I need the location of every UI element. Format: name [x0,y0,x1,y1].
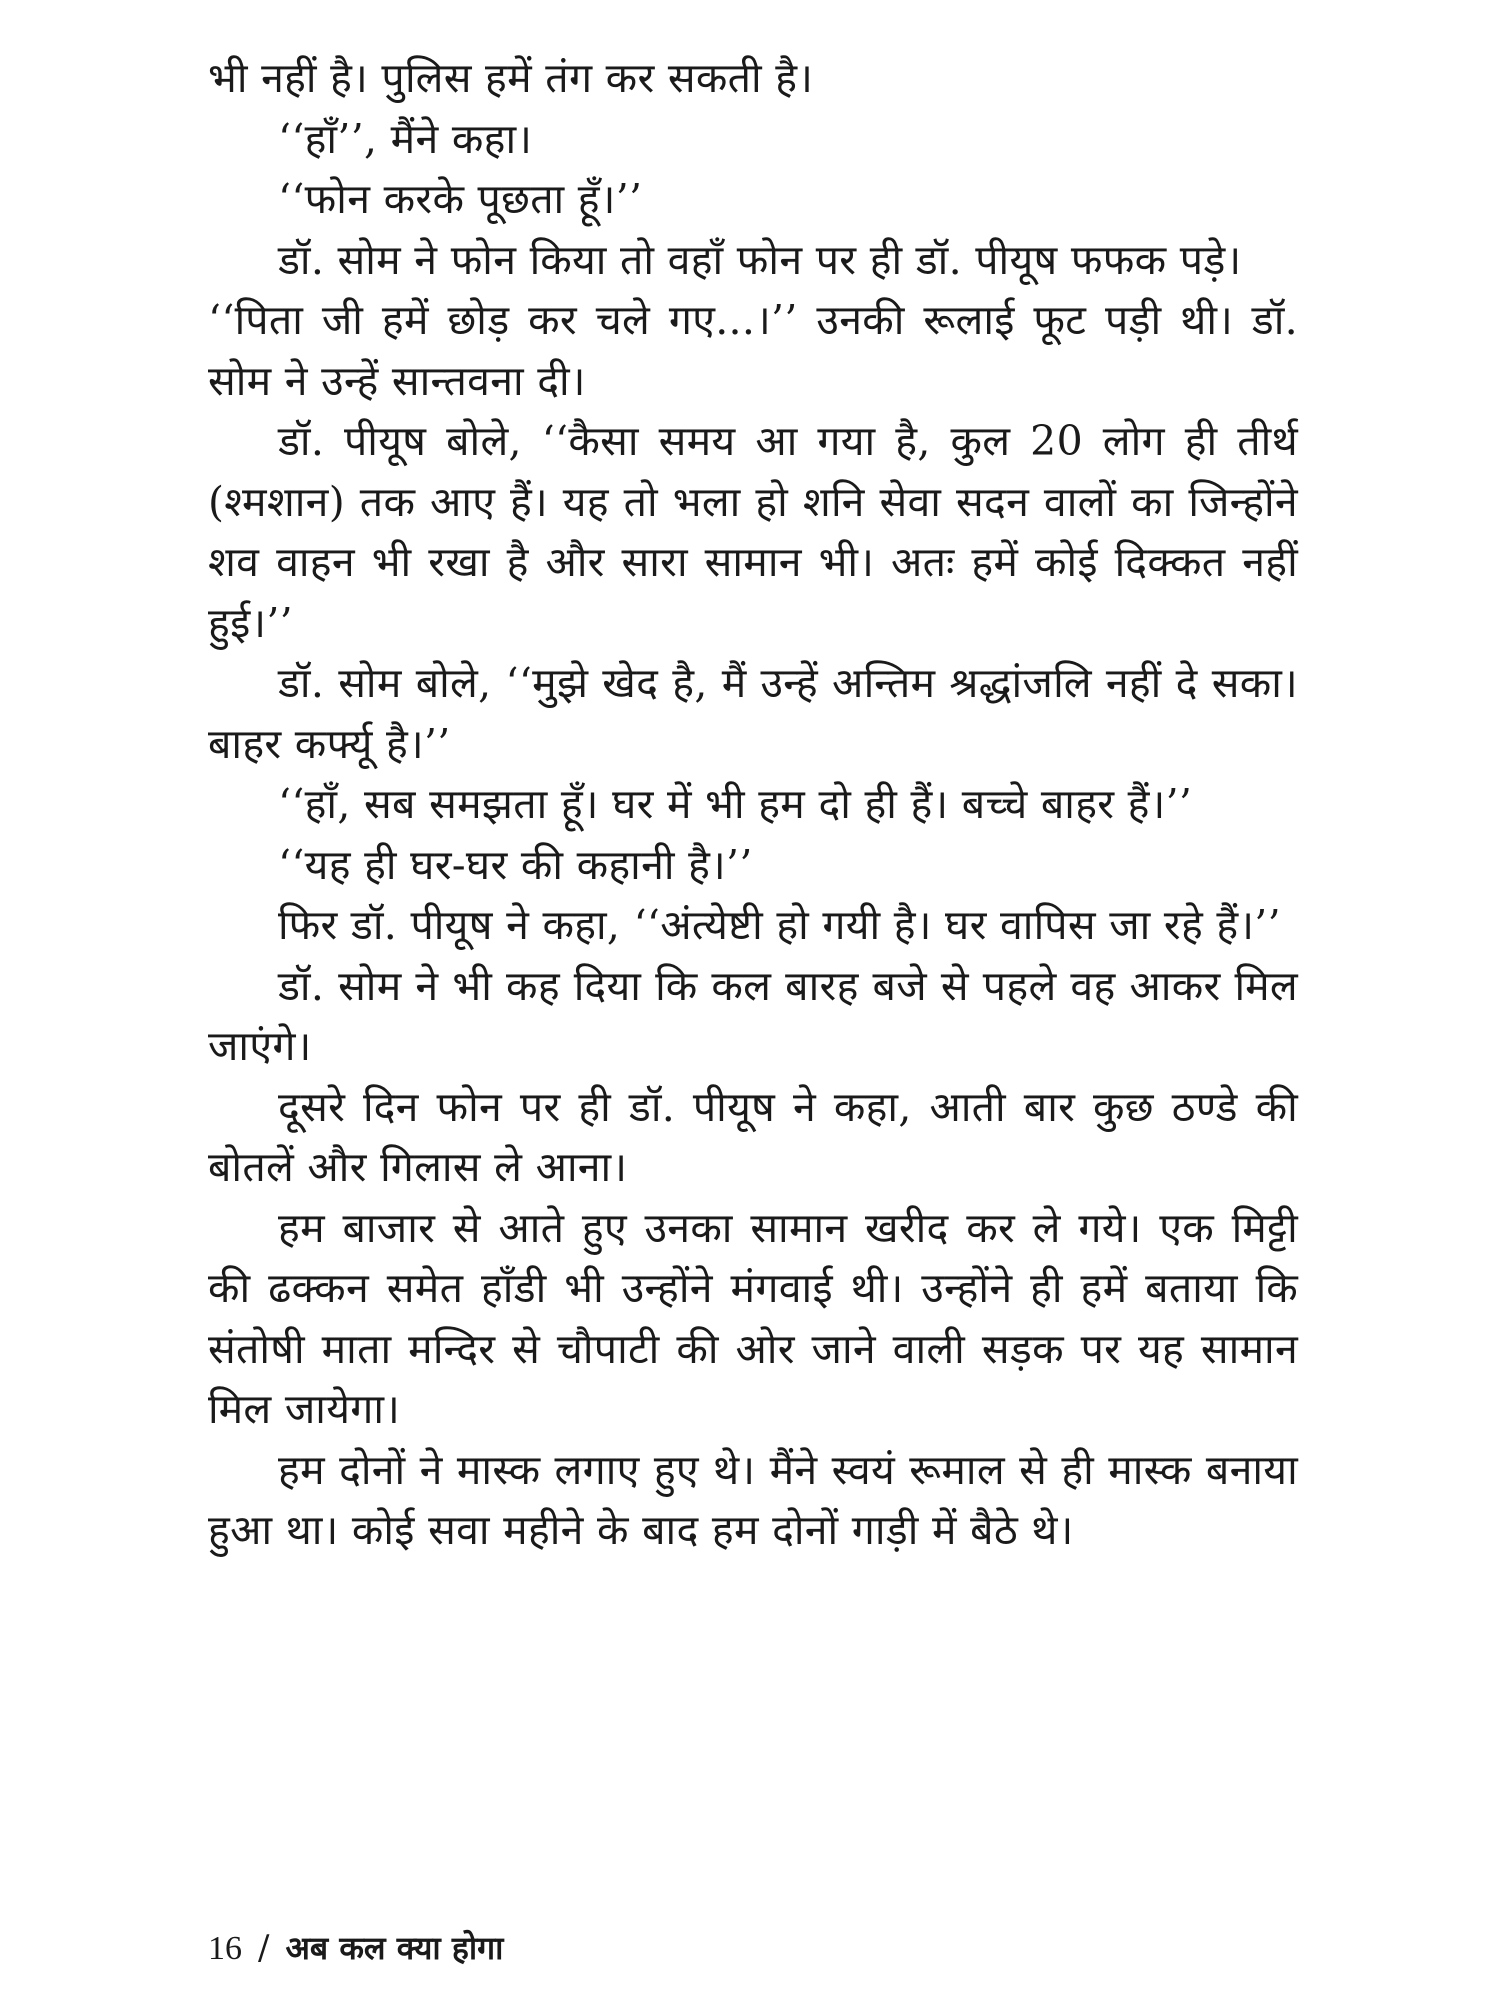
paragraph: हम बाजार से आते हुए उनका सामान खरीद कर ले गये। एक मिट्टी की ढक्कन समेत हाँडी भी उन्होंने मंगवाई थी। उन्होंने ही हमें बताया कि संतोषी माता मन्दिर से चौपाटी की ओर जाने वाली सड़क पर यह सामान मिल जायेगा। [208,1203,1298,1433]
paragraph: डॉ. पीयूष बोले, ‘‘कैसा समय आ गया है, कुल 20 लोग ही तीर्थ (श्मशान) तक आए हैं। यह तो भला हो शनि सेवा सदन वालों का जिन्होंने शव वाहन भी रखा है और सारा सामान भी। अतः हमें कोई दिक्कत नहीं हुई।’’ [208,417,1298,647]
paragraph: हम दोनों ने मास्क लगाए हुए थे। मैंने स्वयं रूमाल से ही मास्क बनाया हुआ था। कोई सवा महीने के बाद हम दोनों गाड़ी में बैठे थे। [208,1445,1298,1554]
paragraph: डॉ. सोम ने भी कह दिया कि कल बारह बजे से पहले वह आकर मिल जाएंगे। [208,961,1298,1070]
page-footer [208,1928,503,1969]
book-title: अब कल क्या होगा [285,1929,504,1967]
paragraph: दूसरे दिन फोन पर ही डॉ. पीयूष ने कहा, आती बार कुछ ठण्डे की बोतलें और गिलास ले आना। [208,1082,1298,1191]
paragraph: ‘‘यह ही घर-घर की कहानी है।’’ [278,840,753,889]
paragraph: ‘‘हाँ, सब समझता हूँ। घर में भी हम दो ही हैं। बच्चे बाहर हैं।’’ [278,780,1193,828]
footer-separator: / [258,1928,270,1968]
body-text [208,48,1298,1561]
paragraph: फिर डॉ. पीयूष ने कहा, ‘‘अंत्येष्टी हो गयी है। घर वापिस जा रहे हैं।’’ [278,901,1281,949]
paragraph: डॉ. सोम बोले, ‘‘मुझे खेद है, मैं उन्हें अन्तिम श्रद्धांजलि नहीं दे सका। बाहर कर्फ्यू है।’’ [208,659,1298,768]
paragraph: भी नहीं है। पुलिस हमें तंग कर सकती है। [208,54,814,102]
paragraph: ‘‘फोन करके पूछता हूँ।’’ [278,175,643,223]
paragraph: डॉ. सोम ने फोन किया तो वहाँ फोन पर ही डॉ. पीयूष फफक पड़े। [278,235,1242,284]
page-number: 16 [208,1930,242,1967]
paragraph: ‘‘पिता जी हमें छोड़ कर चले गए...।’’ उनकी रूलाई फूट पड़ी थी। डॉ. सोम ने उन्हें सान्तवना दी। [208,296,1298,405]
paragraph: ‘‘हाँ’’, मैंने कहा। [278,114,533,163]
